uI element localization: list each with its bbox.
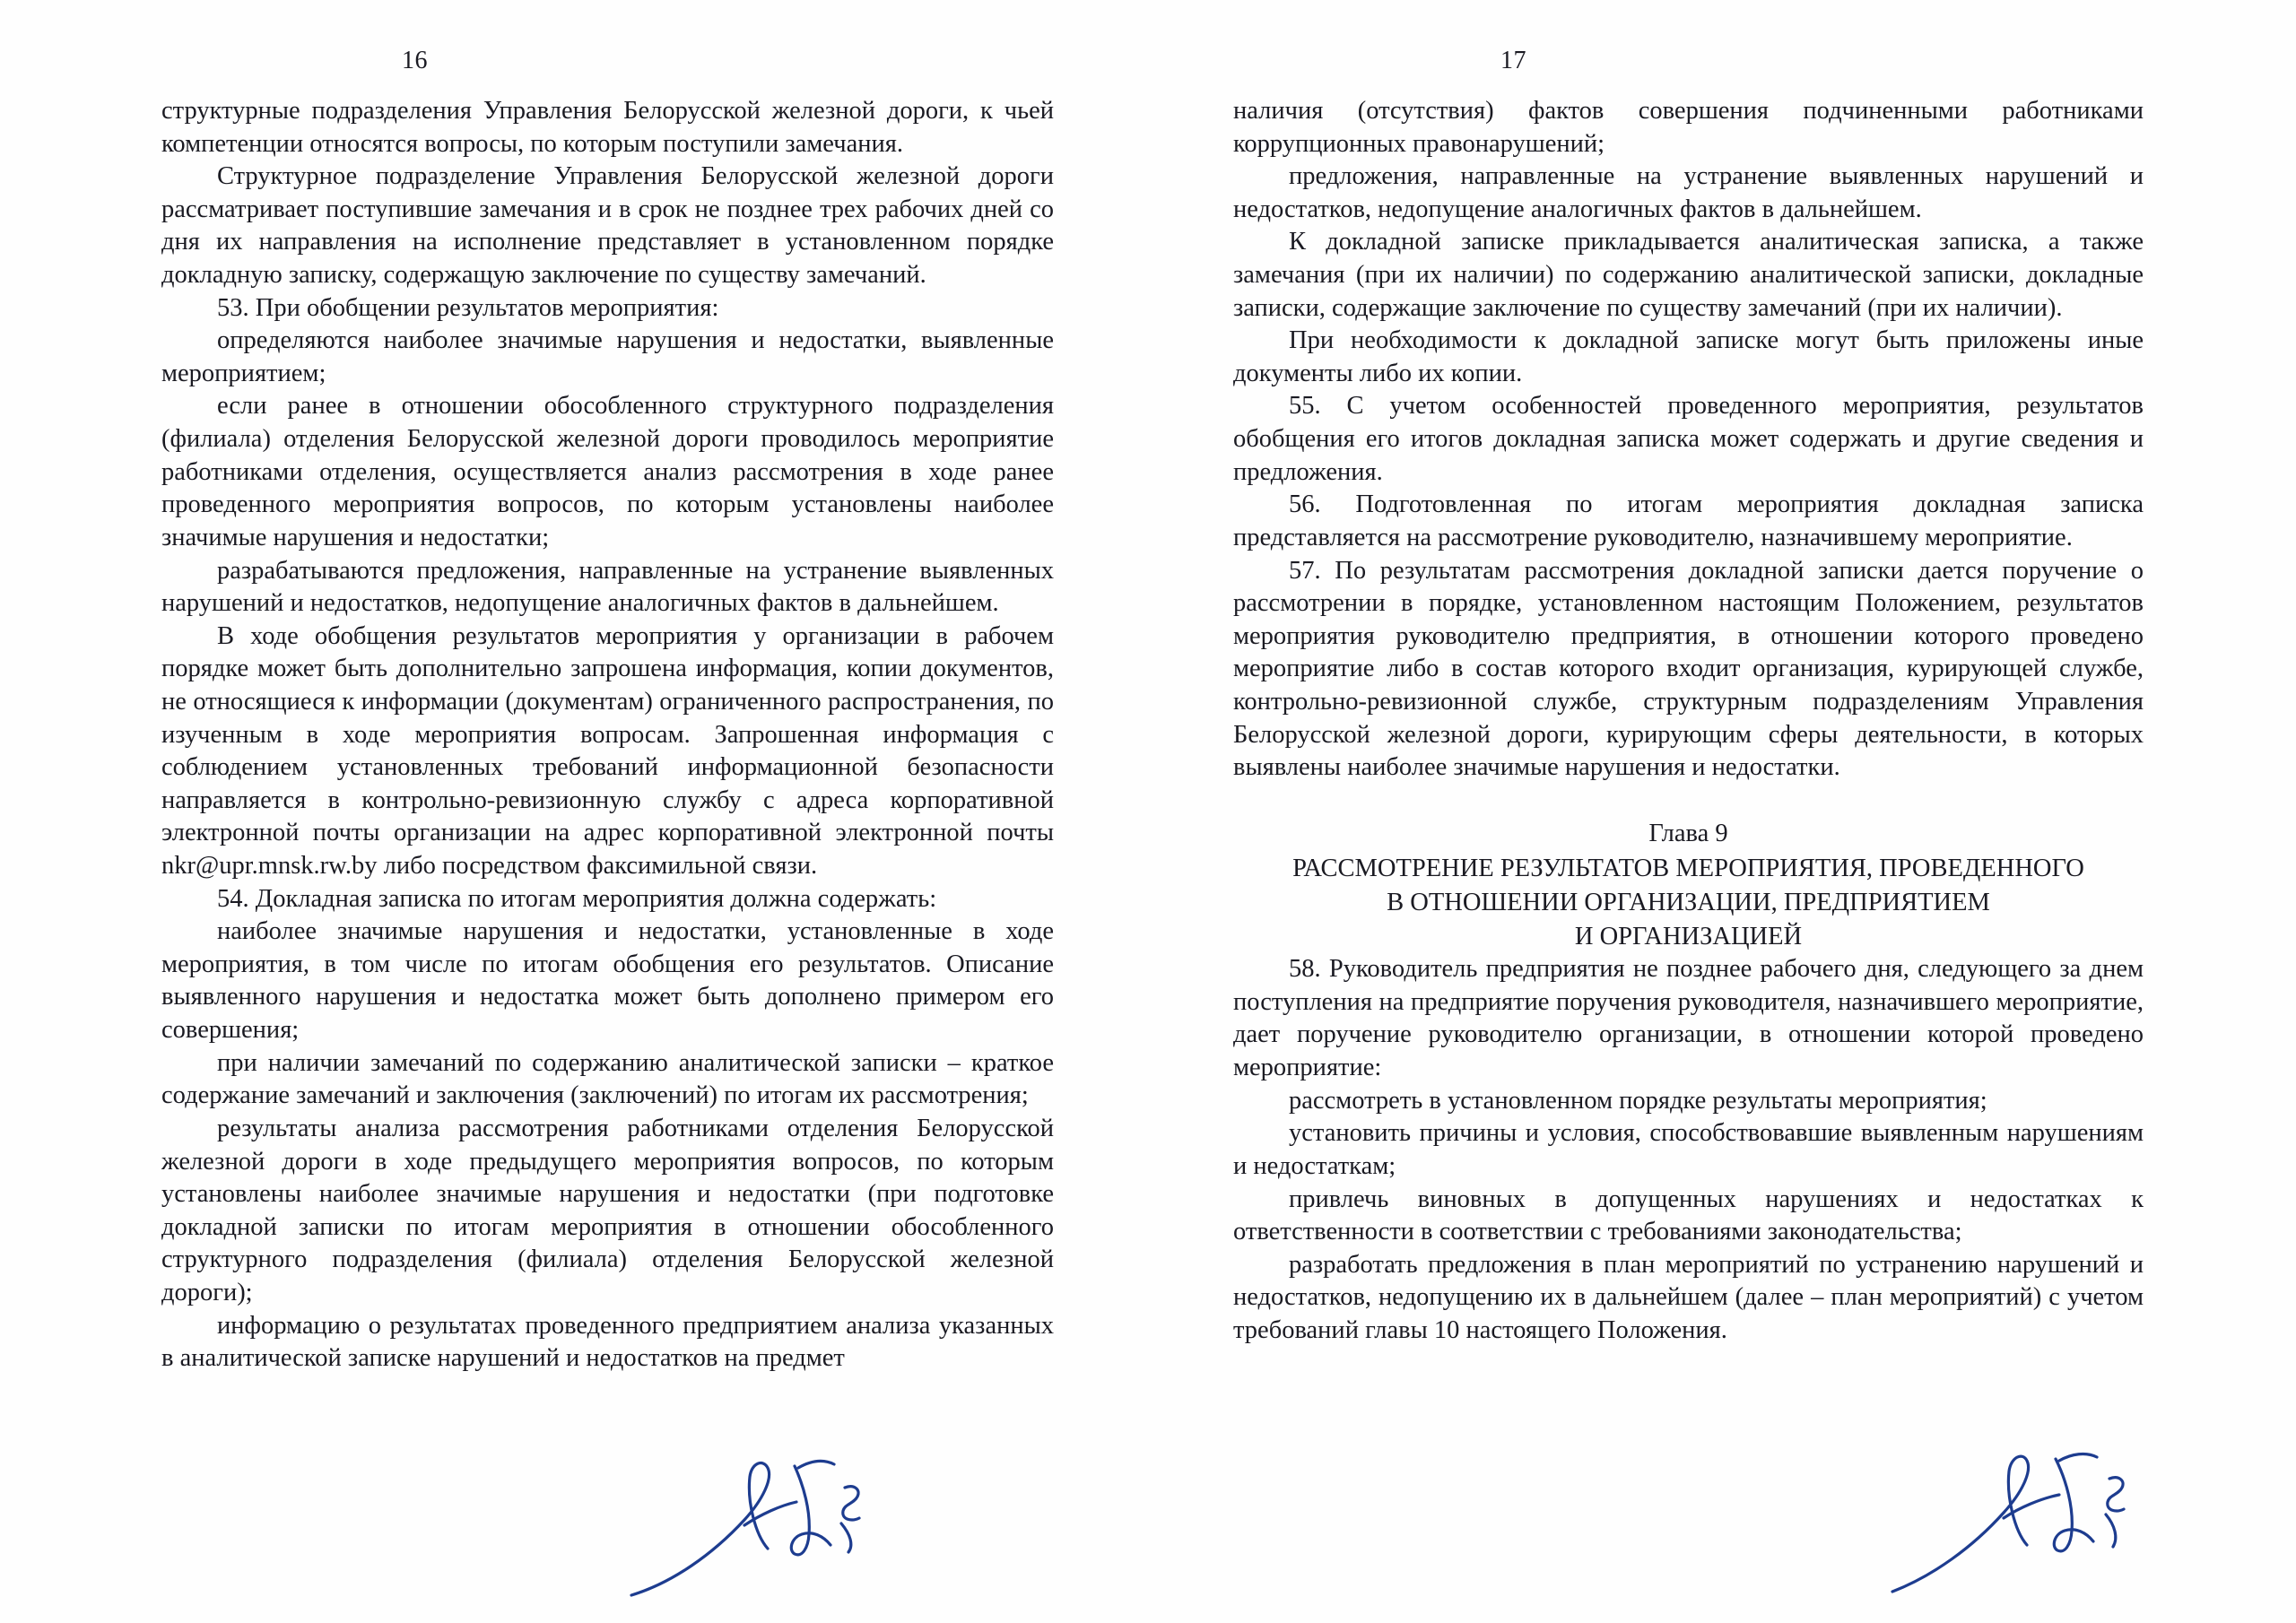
paragraph: наиболее значимые нарушения и недостатки, установленные в ходе мероприятия, в том числе по итогам обобщения его результатов. Описание выявленного нарушения и недостатка может быть дополнено примером его совершения;: [161, 917, 1054, 1045]
chapter-title-line: В ОТНОШЕНИИ ОРГАНИЗАЦИИ, ПРЕДПРИЯТИЕМ: [1387, 889, 1990, 917]
right-page-column: [1148, 47, 2296, 1376]
page-number-right: 17: [1500, 47, 1526, 74]
signature-mark-left: [619, 1448, 906, 1605]
paragraph: разрабатываются предложения, направленные на устранение выявленных нарушений и недостатков, недопущение аналогичных фактов в дальнейшем.: [161, 556, 1054, 618]
paragraph: установить причины и условия, способствовавшие выявленным нарушениям и недостаткам;: [1233, 1119, 2144, 1180]
paragraph: К докладной записке прикладывается аналитическая записка, а также замечания (при их наличии) по содержанию аналитической записки, докладные записки, содержащие заключение по существу замечаний (при их наличии).: [1233, 228, 2144, 322]
paragraph: предложения, направленные на устранение выявленных нарушений и недостатков, недопущение аналогичных фактов в дальнейшем.: [1233, 162, 2144, 223]
paragraph: при наличии замечаний по содержанию аналитической записки – краткое содержание замечаний и заключения (заключений) по итогам их рассмотрения;: [161, 1048, 1054, 1110]
paragraph: 53. При обобщении результатов мероприятия:: [217, 293, 719, 322]
paragraph: При необходимости к докладной записке могут быть приложены иные документы либо их копии.: [1233, 326, 2144, 387]
paragraph: определяются наиболее значимые нарушения и недостатки, выявленные мероприятием;: [161, 326, 1054, 387]
paragraph: рассмотреть в установленном порядке результаты мероприятия;: [1289, 1086, 1987, 1115]
paragraph: результаты анализа рассмотрения работниками отделения Белорусской железной дороги в ходе предыдущего мероприятия вопросов, по которым установлены наиболее значимые нарушения и недостатки (при подготовке докладной записки по итогам мероприятия в отношении обособленного структурного подразделения (филиала) отделения Белорусской железной дороги);: [161, 1114, 1054, 1306]
paragraph: В ходе обобщения результатов мероприятия у организации в рабочем порядке может быть дополнительно запрошена информация, копии документов, не относящиеся к информации (документам) ограниченного распространения, по изученным в ходе мероприятия вопросам. Запрошенная информация с соблюдением установленных требований информационной безопасности направляется в контрольно-ревизионную службу с адреса корпоративной электронной почты организации на адрес корпоративной электронной почты nkr@upr.mnsk.rw.by либо посредством факсимильной связи.: [161, 621, 1054, 881]
paragraph: 55. С учетом особенностей проведенного мероприятия, результатов обобщения его итогов докладная записка может содержать и другие сведения и предложения.: [1233, 392, 2144, 486]
paragraph: информацию о результатах проведенного предприятием анализа указанных в аналитической записке нарушений и недостатков на предмет: [161, 1311, 1054, 1373]
paragraph: 54. Докладная записка по итогам мероприятия должна содержать:: [217, 884, 937, 913]
paragraph: 58. Руководитель предприятия не позднее рабочего дня, следующего за днем поступления на предприятие поручения руководителя, назначившего мероприятие, дает поручение руководителю организации, в отношении которой проведено мероприятие:: [1233, 955, 2144, 1082]
chapter-title-line: И ОРГАНИЗАЦИЕЙ: [1574, 922, 1803, 950]
paragraph: привлечь виновных в допущенных нарушениях и недостатках к ответственности в соответствии с требованиями законодательства;: [1233, 1185, 2144, 1246]
paragraph: разработать предложения в план мероприятий по устранению нарушений и недостатков, недопущению их в дальнейшем (далее – план мероприятий) с учетом требований главы 10 настоящего Положения.: [1233, 1250, 2144, 1344]
chapter-number: Глава 9: [1648, 819, 1728, 847]
paragraph: Структурное подразделение Управления Белорусской железной дороги рассматривает поступившие замечания и в срок не позднее трех рабочих дней со дня их направления на исполнение представляет в установленном порядке докладную записку, содержащую заключение по существу замечаний.: [161, 162, 1054, 290]
paragraph: структурные подразделения Управления Белорусской железной дороги, к чьей компетенции относятся вопросы, по которым поступили замечания.: [161, 97, 1054, 158]
left-page-column: [0, 47, 1148, 1376]
paragraph: 56. Подготовленная по итогам мероприятия докладная записка представляется на рассмотрение руководителю, назначившему мероприятие.: [1233, 490, 2144, 551]
paragraph: если ранее в отношении обособленного структурного подразделения (филиала) отделения Белорусской железной дороги проводилось мероприятие работниками отделения, осуществляется анализ рассмотрения в ходе ранее проведенного мероприятия вопросов, по которым установлены наиболее значимые нарушения и недостатки;: [161, 392, 1054, 551]
chapter-heading: [1233, 817, 2144, 953]
page-number-left: 16: [402, 47, 428, 74]
paragraph: 57. По результатам рассмотрения докладной записки дается поручение о рассмотрении в порядке, установленном настоящим Положением, результатов мероприятия руководителю предприятия, в отношении которого проведено мероприятие либо в состав которого входит организация, курирующей службе, контрольно-ревизионной службе, структурным подразделениям Управления Белорусской железной дороги, курирующим сферы деятельности, в которых выявлены наиболее значимые нарушения и недостатки.: [1233, 556, 2144, 782]
signature-mark-right: [1883, 1448, 2170, 1605]
chapter-title-line: РАССМОТРЕНИЕ РЕЗУЛЬТАТОВ МЕРОПРИЯТИЯ, ПРОВЕДЕННОГО: [1292, 855, 2084, 883]
paragraph: наличия (отсутствия) фактов совершения подчиненными работниками коррупционных правонарушений;: [1233, 97, 2144, 158]
